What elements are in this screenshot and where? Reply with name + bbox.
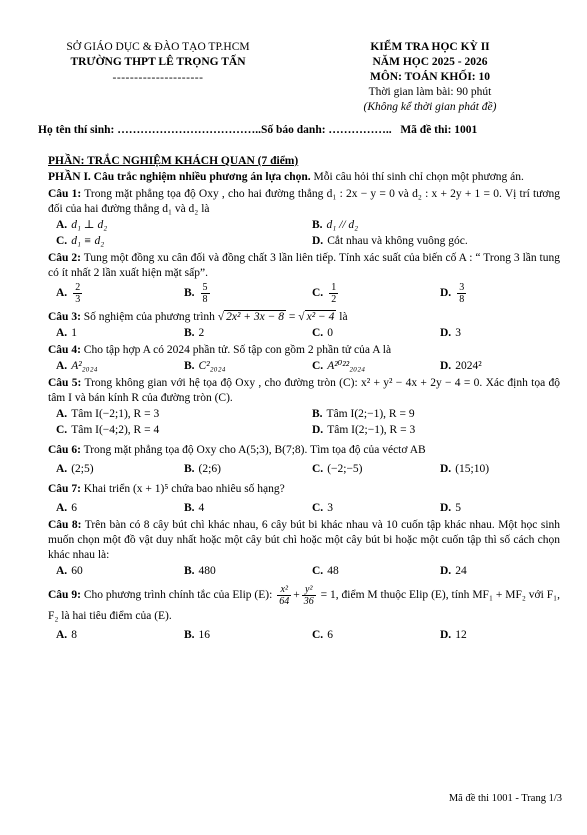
question-label: Câu 5: [48,377,82,389]
exam-content [48,150,560,643]
question-7 [48,482,560,497]
question-label: Câu 8: [48,519,82,531]
exam-header [300,40,560,115]
question-text: Tung một đồng xu cân đối và đồng chất 3 lần liên tiếp. Tính xác suất của biến cố A : “ Trong 3 lần tung có ít nhất 2 lần xuất hiện mặt sấp”. [48,252,561,279]
option-b: B. Tâm I(2;−1), R = 9 [312,408,415,420]
option-a: A. A²₂₀₂₄ [56,360,98,372]
option-b: B. 16 [184,629,211,641]
school-name: TRƯỜNG THPT LÊ TRỌNG TẤN [70,56,246,68]
question-6 [48,443,560,458]
part-description: Mỗi câu hỏi thí sinh chỉ chọn một phương án. [310,171,524,183]
question-label: Câu 2: [48,252,81,264]
question-4-options [48,359,560,374]
question-2-options [48,282,560,305]
option-d: D. 24 [440,565,467,577]
exam-code: Mã đề thi: 1001 [400,124,478,136]
question-7-options [48,501,560,516]
option-c: C. 6 [312,629,333,641]
option-a: A. Tâm I(−2;1), R = 3 [56,408,160,420]
question-label: Câu 6: [48,444,81,456]
option-b: B. (2;6) [184,463,221,475]
option-b: B. 2 [184,327,205,339]
option-b: B. 4 [184,502,205,514]
option-c: C. 48 [312,565,339,577]
question-2 [48,251,560,281]
option-a: A. 1 [56,327,77,339]
option-a: A. $\frac{2}{3}$ [56,282,81,305]
question-text: Trong mặt phẳng tọa độ Oxy , cho hai đường thẳng d₁ : 2x − y = 0 và d₂ : x + 2y + 1 = 0. Vị trí tương đối của hai đường thẳng d₁ và d₂ là [48,188,560,215]
question-label: Câu 3: [48,311,81,323]
option-b: B. $\frac{5}{8}$ [184,282,208,305]
option-b: B. C²₂₀₂₄ [184,360,226,372]
duration-note: (Không kể thời gian phát đề) [363,101,497,113]
option-d: D. $\frac{3}{8}$ [440,282,465,305]
question-6-options [48,462,560,477]
page-footer: Mã đề thi 1001 - Trang 1/3 [448,793,562,804]
option-b: B. d₁ // d₂ [312,219,359,231]
question-1 [48,187,560,217]
department-name: SỞ GIÁO DỤC & ĐÀO TẠO TP.HCM [66,41,250,53]
option-c: C. 0 [312,327,333,339]
option-d: D. 3 [440,327,461,339]
option-a: A. (2;5) [56,463,94,475]
option-d: D. 5 [440,502,461,514]
option-d: D. 12 [440,629,467,641]
option-c: C. A²⁰²²₂₀₂₄ [312,360,366,372]
question-1-options-row-1 [48,218,560,233]
question-5 [48,376,560,406]
question-3-options [48,326,560,341]
option-b: B. 480 [184,565,216,577]
sqrt-left: 2x² + 3x − 8 [226,311,285,323]
question-text: Trên bàn có 8 cây bút chì khác nhau, 6 cây bút bi khác nhau và 10 cuốn tập khác nhau. Một học sinh muốn chọn một đồ vật duy nhất hoặc một cây bút chì hoặc một cây bút bi hoặc một cuốn tập thì số cách chọn khác nhau là: [48,519,561,561]
exam-title: KIỂM TRA HỌC KỲ II [370,41,490,53]
student-name-label: Họ tên thí sinh: ……………………………….. [38,124,261,136]
sqrt-right: x² − 4 [306,311,335,323]
question-3: Câu 3: Số nghiệm của phương trình √ 2x² + 3x − 8 = √ x² − 4 là [48,311,348,323]
question-text: Trong không gian với hệ tọa độ Oxy , cho đường tròn (C): x² + y² − 4x + 2y − 4 = 0. Xác định tọa độ tâm I và bán kính R của đường tròn (C). [48,377,561,404]
question-label: Câu 9: [48,589,81,602]
question-8 [48,518,560,563]
part-instruction [48,170,560,185]
question-label: Câu 7: [48,483,81,495]
question-8-options [48,564,560,579]
option-a: A. 60 [56,565,83,577]
option-d: D. Tâm I(2;−1), R = 3 [312,424,416,436]
student-id-label: Số báo danh: …………….. [261,124,395,136]
question-text: Khai triển (x + 1)⁵ chứa bao nhiêu số hạng? [80,483,285,495]
question-9: Câu 9: Cho phương trình chính tắc của Elip (E): $\frac{\text{x²}}{64}$ + $\frac{\text{y²}}{36}$ = 1, điểm M thuộc Elip (E), tính MF₁ + MF₂ với F₁, F₂ là hai tiêu điểm của (E). [48,584,560,622]
option-c: C. 3 [312,502,333,514]
student-info-line [38,124,558,136]
header-divider: --------------------- [112,72,204,84]
question-1-options-row-2 [48,234,560,249]
school-year: NĂM HỌC 2025 - 2026 [372,56,488,68]
option-d: D. (15;10) [440,463,490,475]
option-d: D. Cắt nhau và không vuông góc. [312,235,468,247]
part-title: PHẦN I. Câu trắc nghiệm nhiều phương án lựa chọn. [48,171,311,183]
option-c: C. Tâm I(−4;2), R = 4 [56,424,160,436]
question-9-options [48,628,560,643]
subject-grade: MÔN: TOÁN KHỐI: 10 [369,71,490,83]
question-label: Câu 4: [48,344,81,356]
option-d: D. 2024² [440,360,482,372]
question-text: Cho tập hợp A có 2024 phần tử. Số tập con gồm 2 phần tử của A là [80,344,392,356]
question-5-options-row-2 [48,423,560,438]
question-5-options-row-1 [48,407,560,422]
section-title: PHẦN: TRẮC NGHIỆM KHÁCH QUAN (7 điểm) [48,155,299,167]
option-a: A. 6 [56,502,77,514]
option-a: A. 8 [56,629,77,641]
option-c: C. d₁ ≡ d₂ [56,235,105,247]
question-4 [48,343,560,358]
school-header [38,40,278,86]
option-c: C. $\frac{1}{2}$ [312,282,337,305]
question-label: Câu 1: [48,188,82,200]
option-a: A. d₁ ⊥ d₂ [56,219,108,231]
exam-duration: Thời gian làm bài: 90 phút [368,86,492,98]
question-text: Trong mặt phẳng tọa độ Oxy cho A(5;3), B(7;8). Tìm tọa độ của véctơ AB [80,444,426,456]
option-c: C. (−2;−5) [312,463,363,475]
